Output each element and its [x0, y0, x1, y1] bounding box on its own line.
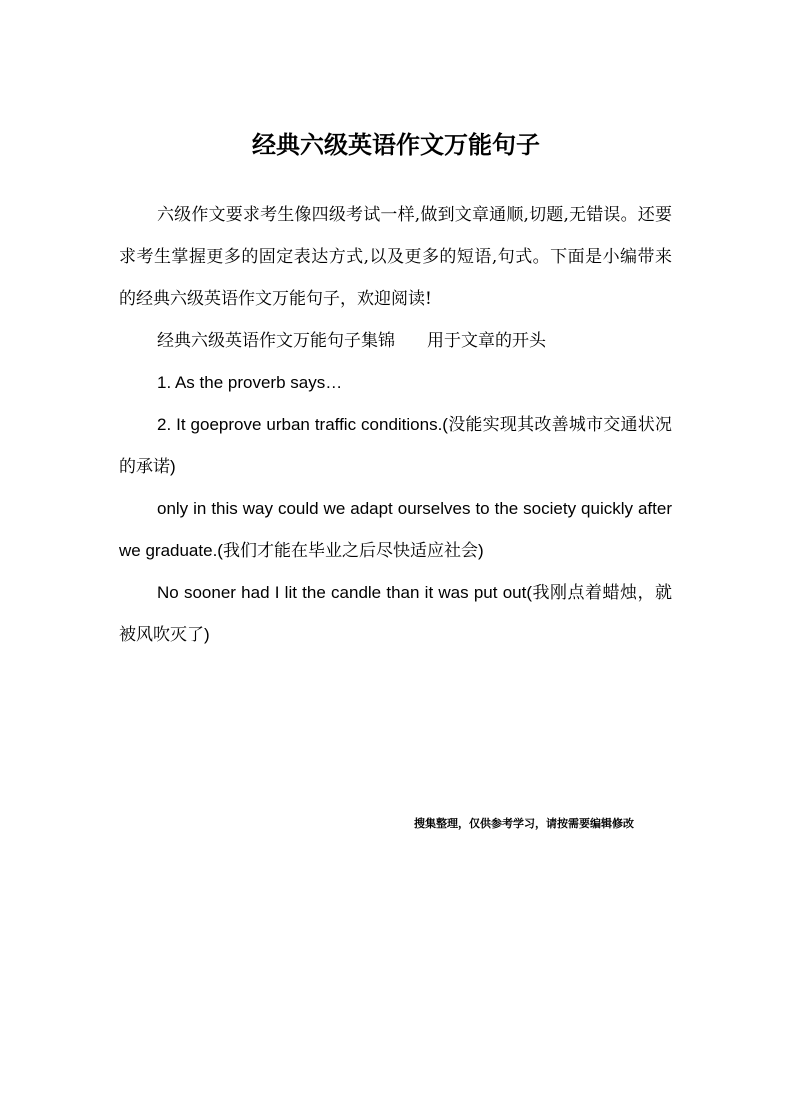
item-3-paragraph: only in this way could we adapt ourselves to the society quickly after we graduate.(我们才能在毕业之后尽快适应社会)	[119, 499, 672, 560]
section-subheading: 用于文章的开头	[427, 331, 546, 351]
item-4-paragraph: No sooner had I lit the candle than it was put out(我刚点着蜡烛，就被风吹灭了)	[119, 583, 672, 644]
intro-paragraph: 六级作文要求考生像四级考试一样,做到文章通顺,切题,无错误。还要求考生掌握更多的固定表达方式,以及更多的短语,句式。下面是小编带来的经典六级英语作文万能句子，欢迎阅读!	[119, 205, 672, 309]
document-body	[119, 194, 672, 656]
item-1-paragraph: 1. As the proverb says…	[157, 373, 343, 392]
footer-note: 搜集整理，仅供参考学习，请按需要编辑修改	[414, 817, 634, 830]
section-heading-line	[119, 320, 672, 362]
document-title: 经典六级英语作文万能句子	[252, 131, 540, 159]
section-heading: 经典六级英语作文万能句子集锦	[157, 331, 395, 351]
item-2-paragraph: 2. It goeprove urban traffic conditions.(没能实现其改善城市交通状况的承诺)	[119, 415, 672, 476]
